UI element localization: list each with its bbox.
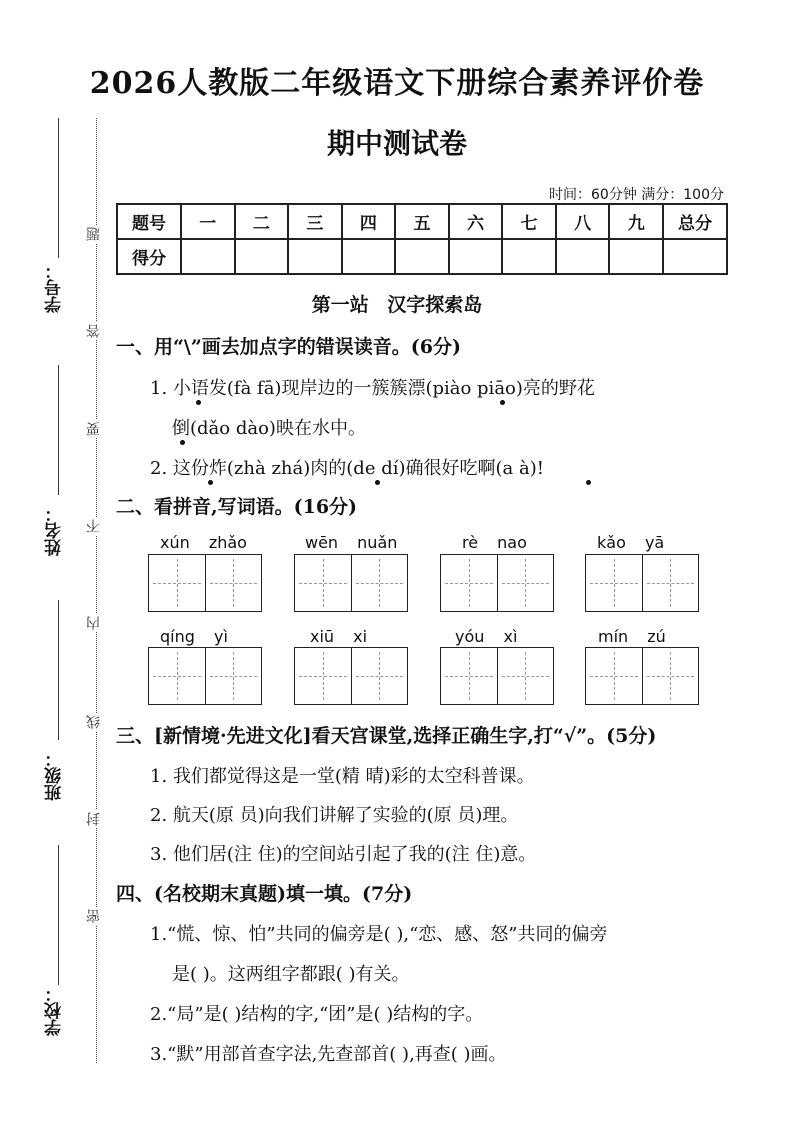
emphasis-dot (180, 440, 185, 445)
seal-char-7: 封 (86, 812, 102, 826)
score-cell: 七 (502, 204, 556, 239)
writing-grid[interactable] (294, 554, 408, 612)
q3-item-2: 2. 航天(原 员)向我们讲解了实验的(原 员)理。 (150, 805, 519, 826)
score-blank[interactable] (449, 239, 503, 274)
score-blank[interactable] (342, 239, 396, 274)
q3-heading: 三、[新情境·先进文化]看天宫课堂,选择正确生字,打“√”。(5分) (116, 725, 657, 747)
writing-grid[interactable] (585, 554, 699, 612)
time-score-info: 时间：60分钟 满分：100分 (549, 187, 724, 203)
q1-item-1: 1. 小语发(fà fā)现岸边的一簇簇漂(piào piāo)亮的野花 (150, 378, 595, 399)
seal-char-3: 要 (86, 422, 102, 436)
score-row-label: 得分 (117, 239, 181, 274)
q4-item-1-continued: 是( )。这两组字都跟( )有关。 (172, 964, 410, 985)
exam-subtitle: 期中测试卷 (326, 127, 467, 160)
score-blank[interactable] (181, 239, 235, 274)
seal-char-1: 题 (86, 227, 102, 241)
q4-item-3: 3.“默”用部首查字法,先查部首( ),再查( )画。 (150, 1044, 507, 1065)
emphasis-dot (196, 400, 201, 405)
seal-char-8: 密 (86, 909, 102, 923)
pinyin-label: wēn nuǎn (305, 533, 398, 552)
score-table-header-row (117, 204, 727, 239)
score-blank[interactable] (288, 239, 342, 274)
emphasis-dot (500, 400, 505, 405)
score-cell: 二 (235, 204, 289, 239)
writing-grid[interactable] (294, 647, 408, 705)
q1-heading: 一、用“\”画去加点字的错误读音。(6分) (116, 336, 461, 358)
q1-item-1-continued: 倒(dǎo dào)映在水中。 (172, 418, 366, 439)
name-label: 姓名： (45, 505, 65, 556)
exam-title: 2026人教版二年级语文下册综合素养评价卷 (89, 66, 705, 101)
q3-item-3: 3. 他们居(注 住)的空间站引起了我的(注 住)意。 (150, 844, 537, 865)
class-label: 班级： (45, 750, 65, 801)
q3-item-1: 1. 我们都觉得这是一堂(精 晴)彩的太空科普课。 (150, 766, 535, 787)
writing-grid[interactable] (440, 647, 554, 705)
seal-char-2: 答 (86, 324, 102, 338)
writing-grid[interactable] (440, 554, 554, 612)
score-blank[interactable] (609, 239, 663, 274)
score-blank[interactable] (235, 239, 289, 274)
class-underline (58, 600, 59, 740)
student-id-label: 学号： (45, 262, 65, 313)
pinyin-label: mín zú (598, 627, 666, 646)
q4-item-2: 2.“局”是( )结构的字,“团”是( )结构的字。 (150, 1004, 484, 1025)
pinyin-label: rè nao (462, 533, 527, 552)
score-blank[interactable] (663, 239, 727, 274)
seal-char-5: 内 (86, 616, 102, 630)
q4-item-1: 1.“慌、惊、怕”共同的偏旁是( ),“恋、感、怒”共同的偏旁 (150, 924, 608, 945)
q2-heading: 二、看拼音,写词语。(16分) (116, 496, 358, 518)
emphasis-dot (208, 480, 213, 485)
score-cell: 总分 (663, 204, 727, 239)
score-cell: 一 (181, 204, 235, 239)
school-label: 学校： (45, 985, 65, 1036)
q4-heading: 四、(名校期末真题)填一填。(7分) (116, 883, 413, 905)
school-underline (58, 845, 59, 985)
station-heading: 第一站 汉字探索岛 (311, 294, 483, 316)
score-cell: 八 (556, 204, 610, 239)
pinyin-label: kǎo yā (597, 533, 665, 552)
score-cell: 六 (449, 204, 503, 239)
seal-char-4: 不 (86, 519, 102, 533)
score-cell: 题号 (117, 204, 181, 239)
emphasis-dot (586, 480, 591, 485)
pinyin-label: yóu xì (455, 627, 518, 646)
score-blank[interactable] (556, 239, 610, 274)
score-table (116, 203, 728, 275)
name-underline (58, 365, 59, 495)
pinyin-label: qíng yì (160, 627, 228, 646)
score-cell: 五 (395, 204, 449, 239)
emphasis-dot (375, 480, 380, 485)
score-table-score-row (117, 239, 727, 274)
score-cell: 三 (288, 204, 342, 239)
q1-item-2: 2. 这份炸(zhà zhá)肉的(de dí)确很好吃啊(a à)! (150, 458, 544, 479)
score-blank[interactable] (395, 239, 449, 274)
score-cell: 四 (342, 204, 396, 239)
writing-grid[interactable] (148, 647, 262, 705)
seal-char-6: 线 (86, 715, 102, 729)
pinyin-label: xiū xi (310, 627, 368, 646)
score-blank[interactable] (502, 239, 556, 274)
writing-grid[interactable] (585, 647, 699, 705)
pinyin-label: xún zhǎo (160, 533, 247, 552)
writing-grid[interactable] (148, 554, 262, 612)
score-cell: 九 (609, 204, 663, 239)
